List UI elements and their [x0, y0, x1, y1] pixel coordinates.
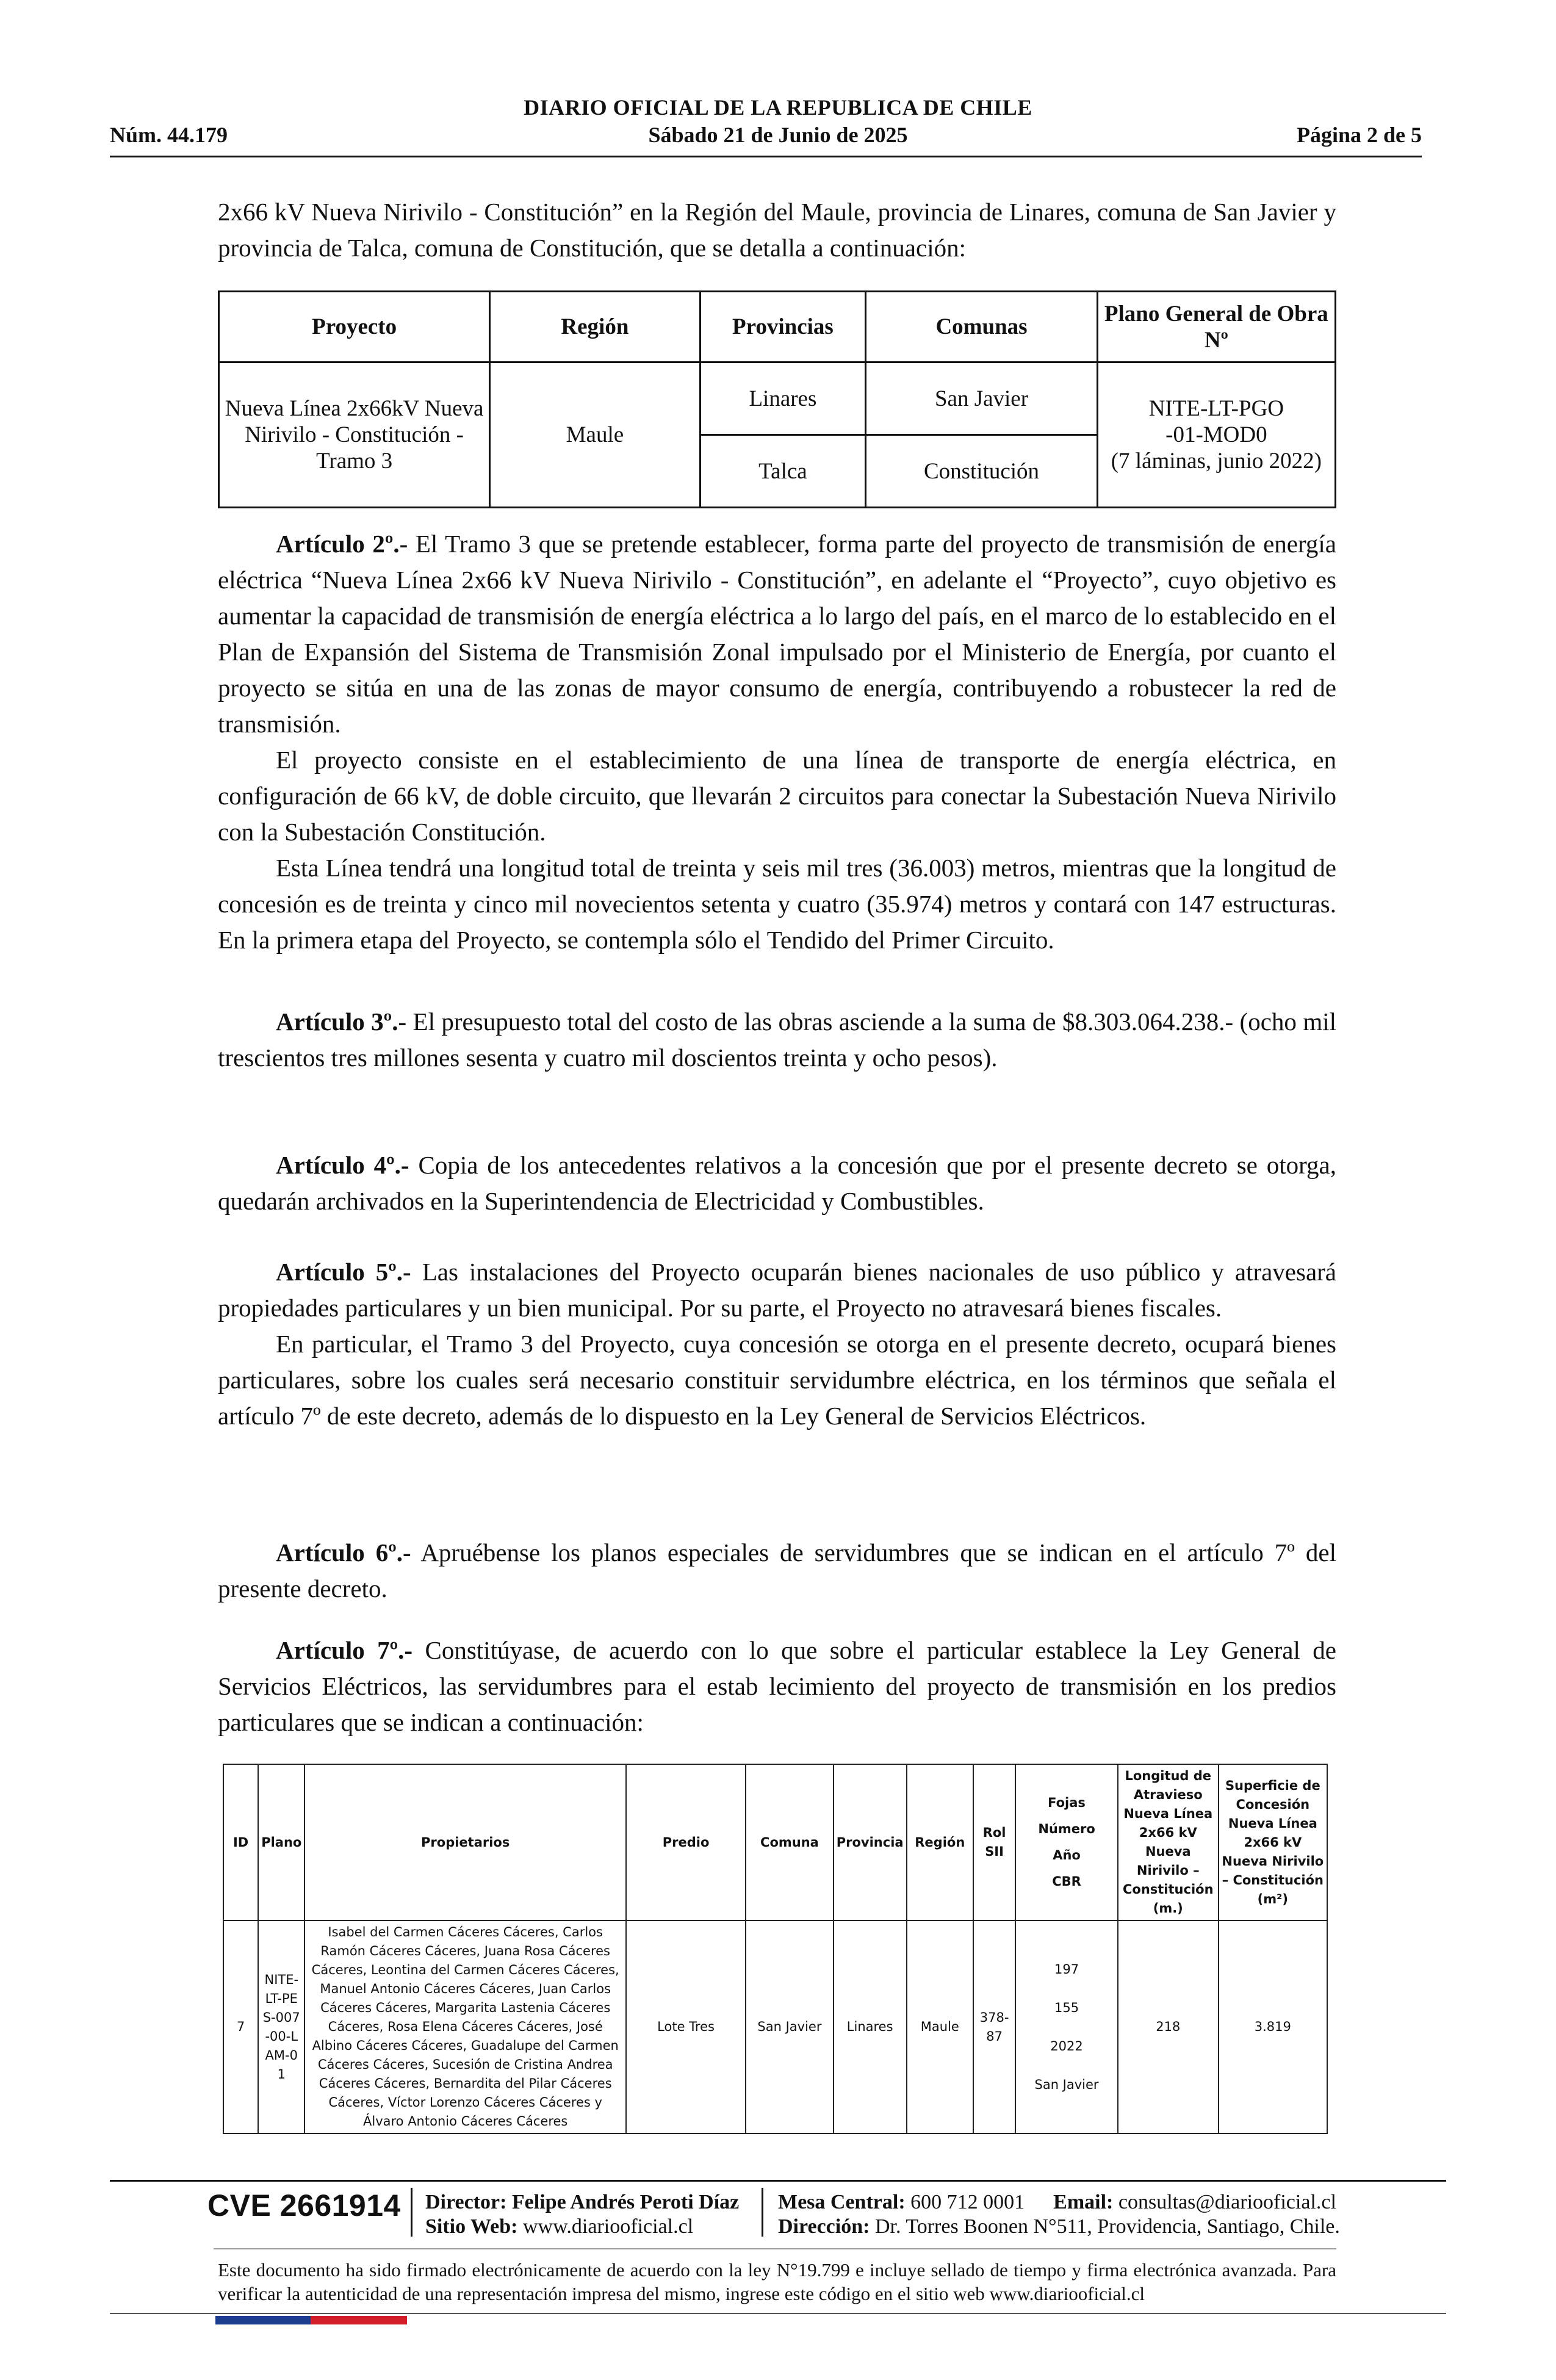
col-header-plano: Plano — [258, 1764, 304, 1920]
col-header-propietarios: Propietarios — [304, 1764, 626, 1920]
flag-stripe-blue — [215, 2316, 311, 2324]
cell-id: 7 — [223, 1920, 258, 2133]
article-2-paragraph — [218, 526, 1336, 742]
website-link[interactable]: www.diariooficial.cl — [522, 2215, 694, 2238]
project-table — [218, 290, 1336, 508]
col-header-comunas: Comunas — [866, 292, 1097, 362]
fojas-value: 197 — [1054, 1961, 1079, 1977]
intro-text: 2x66 kV Nueva Nirivilo - Constitución” en la Región del Maule, provincia de Linares, comuna de San Javier y provincia de Talca, comuna de Constitución, que se detalla a continuación: — [218, 198, 1336, 262]
article-6-paragraph — [218, 1535, 1336, 1607]
header-line: CBR — [1052, 1874, 1081, 1889]
col-header-fojas — [1015, 1764, 1118, 1920]
article-6 — [218, 1535, 1336, 1607]
col-header-predio: Predio — [626, 1764, 746, 1920]
article-3-paragraph — [218, 1004, 1336, 1076]
cell-comuna: Constitución — [866, 435, 1097, 508]
footer-separator — [762, 2188, 763, 2237]
email-label: Email: — [1053, 2191, 1114, 2213]
website-label: Sitio Web: — [425, 2215, 518, 2238]
plano-line: -01-MOD0 — [1165, 422, 1267, 447]
servidumbres-header-row — [223, 1764, 1327, 1920]
intro-paragraph — [218, 194, 1336, 266]
article-2-paragraph-2: El proyecto consiste en el establecimiento de una línea de transporte de energía eléctrica, en configuración de 66 kV, de doble circuito, que llevarán 2 circuitos para conectar la Subestación Nueva Nirivilo con la Subestación Constitución. — [218, 746, 1336, 846]
article-4-paragraph — [218, 1147, 1336, 1219]
cell-provincia: Talca — [700, 435, 866, 508]
newspaper-title: DIARIO OFICIAL DE LA REPUBLICA DE CHILE — [524, 95, 1032, 120]
article-7 — [218, 1632, 1336, 1740]
address-text: Dr. Torres Boonen N°511, Providencia, Santiago, Chile. — [874, 2215, 1340, 2238]
col-header-plano: Plano General de Obra Nº — [1097, 292, 1335, 362]
cell-rol: 378-87 — [973, 1920, 1015, 2133]
issue-number: Núm. 44.179 — [110, 123, 228, 147]
cell-region: Maule — [490, 362, 700, 508]
header-line: Año — [1053, 1848, 1081, 1863]
article-label: Artículo 3º.- — [276, 1008, 407, 1036]
project-table-header-row — [219, 292, 1336, 362]
flag-stripe-red — [311, 2316, 407, 2324]
article-text: Copia de los antecedentes relativos a la concesión que por el presente decreto se otorga, quedarán archivados en la Superintendencia de Electricidad y Combustibles. — [218, 1151, 1336, 1215]
legal-notice: Este documento ha sido firmado electrónicamente de acuerdo con la ley N°19.799 e incluye sellado de tiempo y firma electrónica avanzada. Para verificar la autenticidad de una representación impresa del mismo, ingrese este código en el sitio web www.diariooficial.cl — [218, 2259, 1336, 2304]
cell-provincia: Linares — [700, 362, 866, 435]
project-table-row — [219, 362, 1336, 435]
servidumbres-table — [223, 1764, 1328, 2134]
article-7-paragraph — [218, 1632, 1336, 1740]
article-text: El presupuesto total del costo de las obras asciende a la suma de $8.303.064.238.- (ocho mil trescientos tres millones sesenta y cuatro mil doscientos treinta y ocho pesos). — [218, 1008, 1336, 1072]
article-label: Artículo 4º.- — [276, 1151, 409, 1179]
col-header-region: Región — [490, 292, 700, 362]
numero-value: 155 — [1054, 2000, 1079, 2015]
footer-separator — [411, 2188, 412, 2237]
article-2-paragraph-3: Esta Línea tendrá una longitud total de treinta y seis mil tres (36.003) metros, mientras que la longitud de concesión es de treinta y cinco mil novecientos setenta y cuatro (35.974) metros y contará con 147 estructuras. En la primera etapa del Proyecto, se contempla sólo el Tendido del Primer Circuito. — [218, 854, 1336, 954]
table-row — [223, 1920, 1327, 2133]
footer-rule — [110, 2180, 1446, 2182]
mesa-phone: 600 712 0001 — [910, 2191, 1025, 2213]
col-header-provincias: Provincias — [700, 292, 866, 362]
cell-fojas — [1015, 1920, 1118, 2133]
article-text: Apruébense los planos especiales de servidumbres que se indican en el artículo 7º del presente decreto. — [218, 1538, 1336, 1603]
col-header-comuna: Comuna — [746, 1764, 834, 1920]
director-name: Felipe Andrés Peroti Díaz — [511, 2191, 740, 2213]
cbr-value: San Javier — [1034, 2077, 1099, 2092]
cell-longitud: 218 — [1118, 1920, 1219, 2133]
footer-address — [778, 2215, 1340, 2238]
cell-propietarios: Isabel del Carmen Cáceres Cáceres, Carlos Ramón Cáceres Cáceres, Juana Rosa Cáceres Cáceres, Leontina del Carmen Cáceres Cáceres, Manuel Antonio Cáceres Cáceres, Juan Carlos Cáceres Cáceres, Margarita Lastenia Cáceres Cáceres, Rosa Elena Cáceres Cáceres, José Albino Cáceres Cáceres, Guadalupe del Carmen Cáceres Cáceres, Sucesión de Cristina Andrea Cáceres Cáceres, Bernardita del Pilar Cáceres Cáceres, Víctor Lorenzo Cáceres Cáceres y Álvaro Antonio Cáceres Cáceres — [304, 1920, 626, 2133]
cve-code: CVE 2661914 — [207, 2188, 401, 2223]
col-header-rol: Rol SII — [973, 1764, 1015, 1920]
cell-proyecto: Nueva Línea 2x66kV Nueva Nirivilo - Constitución -Tramo 3 — [219, 362, 490, 508]
article-5-paragraph — [218, 1254, 1336, 1326]
cell-plano: NITE-LT-PES-007-00-LAM-01 — [258, 1920, 304, 2133]
col-header-proyecto: Proyecto — [219, 292, 490, 362]
page-indicator: Página 2 de 5 — [1296, 123, 1422, 147]
cell-superficie: 3.819 — [1219, 1920, 1327, 2133]
col-header-superficie: Superficie de Concesión Nueva Línea 2x66 kV Nueva Nirivilo – Constitución (m²) — [1219, 1764, 1327, 1920]
footer-contact — [778, 2191, 1336, 2214]
cell-provincia: Linares — [834, 1920, 907, 2133]
footer-website — [425, 2215, 693, 2238]
article-5-paragraph-2: En particular, el Tramo 3 del Proyecto, cuya concesión se otorga en el presente decreto, ocupará bienes particulares, sobre los cuales será necesario constituir servidumbre eléctrica, en los términos que señala el artículo 7º de este decreto, además de lo dispuesto en la Ley General de Servicios Eléctricos. — [218, 1330, 1336, 1430]
mesa-label: Mesa Central: — [778, 2191, 906, 2213]
cell-comuna: San Javier — [866, 362, 1097, 435]
cell-comuna: San Javier — [746, 1920, 834, 2133]
cell-region: Maule — [907, 1920, 973, 2133]
col-header-longitud: Longitud de Atravieso Nueva Línea 2x66 kV Nueva Nirivilo – Constitución (m.) — [1118, 1764, 1219, 1920]
article-label: Artículo 7º.- — [276, 1636, 413, 1664]
article-3 — [218, 1004, 1336, 1076]
article-2 — [218, 526, 1336, 958]
cell-predio: Lote Tres — [626, 1920, 746, 2133]
header-rule — [110, 156, 1422, 157]
header-line: Número — [1038, 1822, 1095, 1836]
address-label: Dirección: — [778, 2215, 870, 2238]
plano-line: NITE-LT-PGO — [1148, 396, 1284, 421]
issue-date: Sábado 21 de Junio de 2025 — [648, 123, 908, 147]
article-text: Constitúyase, de acuerdo con lo que sobre el particular establece la Ley General de Servicios Eléctricos, las servidumbres para el estab lecimiento del proyecto de transmisión en los predios particulares que se indican a continuación: — [218, 1636, 1337, 1736]
article-label: Artículo 6º.- — [276, 1538, 411, 1567]
header-line: Fojas — [1048, 1795, 1086, 1810]
anio-value: 2022 — [1050, 2038, 1083, 2054]
email-link[interactable]: consultas@diariooficial.cl — [1118, 2191, 1336, 2213]
director-label: Director: — [425, 2191, 507, 2213]
footer-bottom-rule — [110, 2313, 1446, 2314]
col-header-provincia: Provincia — [834, 1764, 907, 1920]
article-5 — [218, 1254, 1336, 1434]
article-4 — [218, 1147, 1336, 1219]
col-header-id: ID — [223, 1764, 258, 1920]
article-text: El Tramo 3 que se pretende establecer, forma parte del proyecto de transmisión de energía eléctrica “Nueva Línea 2x66 kV Nueva Nirivilo - Constitución”, en adelante el “Proyecto”, cuyo objetivo es aumentar la capacidad de transmisión de energía eléctrica a lo largo del país, en el marco de lo establecido en el Plan de Expansión del Sistema de Transmisión Zonal impulsado por el Ministerio de Energía, por cuanto el proyecto se sitúa en una de las zonas de mayor consumo de energía, contribuyendo a robustecer la red de transmisión. — [218, 530, 1336, 738]
footer-thin-rule — [214, 2248, 1336, 2249]
article-label: Artículo 2º.- — [276, 530, 408, 558]
cell-plano — [1097, 362, 1335, 508]
article-text: Las instalaciones del Proyecto ocuparán bienes nacionales de uso público y atravesará propiedades particulares y un bien municipal. Por su parte, el Proyecto no atravesará bienes fiscales. — [218, 1258, 1336, 1322]
col-header-region: Región — [907, 1764, 973, 1920]
footer-director — [425, 2191, 739, 2214]
plano-line: (7 láminas, junio 2022) — [1111, 449, 1322, 474]
article-label: Artículo 5º.- — [276, 1258, 411, 1286]
